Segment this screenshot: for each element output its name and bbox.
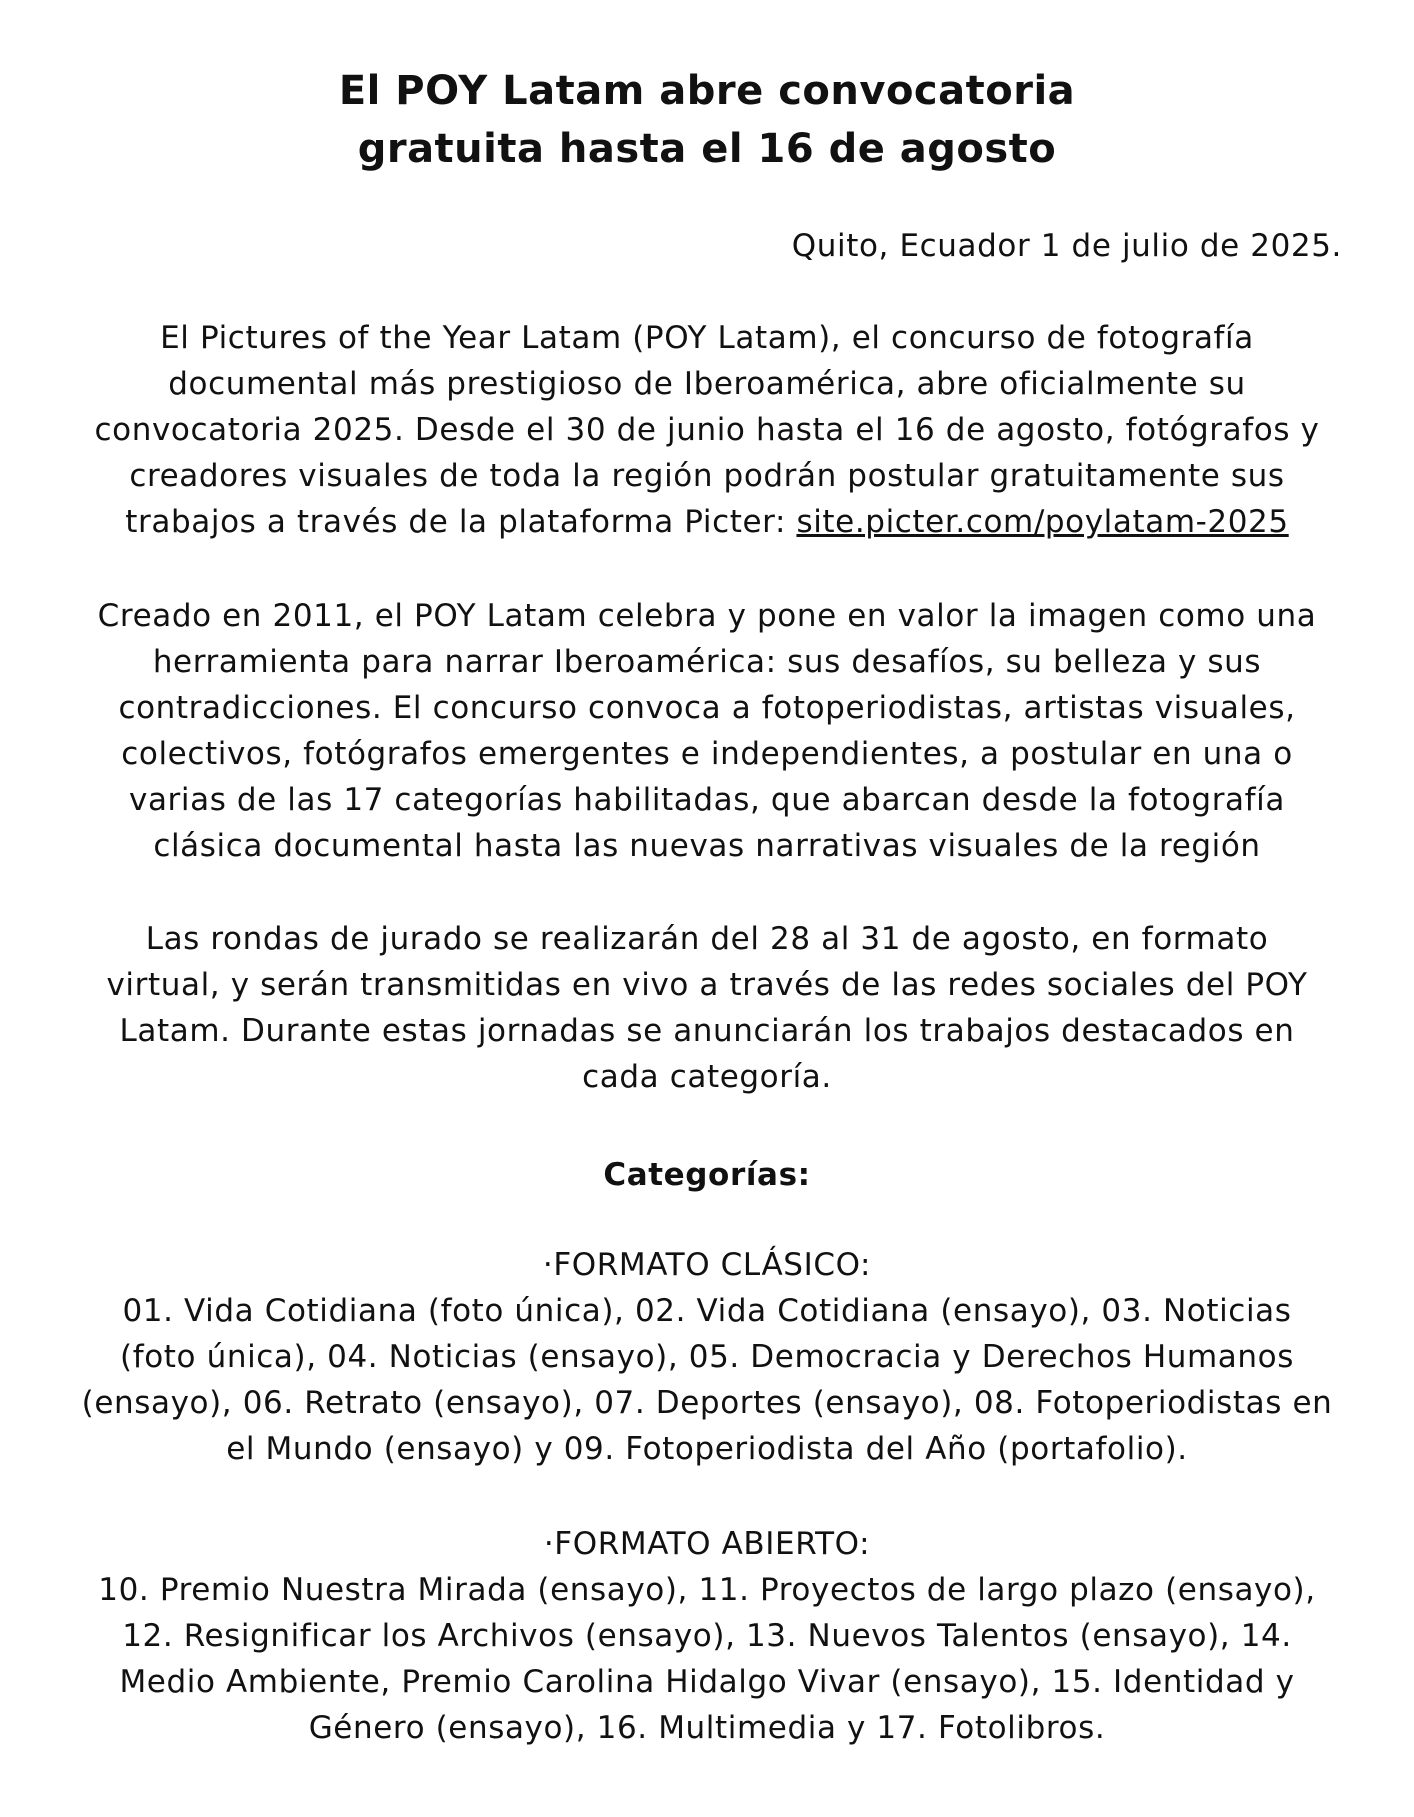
formato-abierto-line-4: Género (ensayo), 16. Multimedia y 17. Fotolibros.	[308, 1710, 1106, 1746]
jury-line-1: Las rondas de jurado se realizarán del 28 al 31 de agosto, en formato	[145, 921, 1269, 957]
jury-paragraph	[40, 916, 1374, 1100]
formato-clasico-line-2: (foto única), 04. Noticias (ensayo), 05. Democracia y Derechos Humanos	[120, 1339, 1294, 1375]
history-line-4: colectivos, fotógrafos emergentes e independientes, a postular en una o	[121, 736, 1293, 772]
formato-clasico-line-1: 01. Vida Cotidiana (foto única), 02. Vida Cotidiana (ensayo), 03. Noticias	[122, 1293, 1292, 1329]
title-line-1: El POY Latam abre convocatoria	[338, 68, 1076, 114]
dateline: Quito, Ecuador 1 de julio de 2025.	[791, 228, 1342, 264]
intro-line-4: creadores visuales de toda la región podrán postular gratuitamente sus	[129, 458, 1285, 494]
title-line-2: gratuita hasta el 16 de agosto	[357, 126, 1057, 172]
formato-abierto-line-1: 10. Premio Nuestra Mirada (ensayo), 11. Proyectos de largo plazo (ensayo),	[98, 1572, 1316, 1608]
formato-clasico-section	[40, 1242, 1374, 1472]
intro-line-5-text: trabajos a través de la plataforma Picter:	[125, 504, 797, 540]
intro-paragraph	[40, 315, 1374, 545]
history-line-3: contradicciones. El concurso convoca a fotoperiodistas, artistas visuales,	[118, 690, 1296, 726]
formato-abierto-line-2: 12. Resignificar los Archivos (ensayo), 13. Nuevos Talentos (ensayo), 14.	[122, 1618, 1292, 1654]
history-line-6: clásica documental hasta las nuevas narrativas visuales de la región	[153, 828, 1261, 864]
history-line-1: Creado en 2011, el POY Latam celebra y pone en valor la imagen como una	[97, 598, 1317, 634]
picter-link[interactable]: site.picter.com/poylatam-2025	[796, 504, 1289, 540]
formato-abierto-section	[40, 1521, 1374, 1751]
formato-abierto-heading: ·FORMATO ABIERTO:	[543, 1526, 871, 1562]
history-line-5: varias de las 17 categorías habilitadas, que abarcan desde la fotografía	[129, 782, 1285, 818]
intro-line-2: documental más prestigioso de Iberoamérica, abre oficialmente su	[168, 366, 1246, 402]
history-paragraph	[40, 593, 1374, 869]
formato-clasico-heading: ·FORMATO CLÁSICO:	[542, 1247, 872, 1283]
formato-abierto-line-3: Medio Ambiente, Premio Carolina Hidalgo Vivar (ensayo), 15. Identidad y	[119, 1664, 1295, 1700]
intro-line-5	[40, 499, 1374, 545]
page-title	[0, 62, 1414, 178]
formato-clasico-line-4: el Mundo (ensayo) y 09. Fotoperiodista del Año (portafolio).	[226, 1431, 1188, 1467]
intro-line-3: convocatoria 2025. Desde el 30 de junio hasta el 16 de agosto, fotógrafos y	[94, 412, 1320, 448]
jury-line-3: Latam. Durante estas jornadas se anunciarán los trabajos destacados en	[119, 1013, 1295, 1049]
categories-heading: Categorías:	[603, 1157, 811, 1193]
jury-line-2: virtual, y serán transmitidas en vivo a través de las redes sociales del POY	[106, 967, 1308, 1003]
history-line-2: herramienta para narrar Iberoamérica: sus desafíos, su belleza y sus	[152, 644, 1262, 680]
intro-line-1: El Pictures of the Year Latam (POY Latam), el concurso de fotografía	[160, 320, 1254, 356]
formato-clasico-line-3: (ensayo), 06. Retrato (ensayo), 07. Deportes (ensayo), 08. Fotoperiodistas en	[81, 1385, 1333, 1421]
jury-line-4: cada categoría.	[582, 1059, 832, 1095]
